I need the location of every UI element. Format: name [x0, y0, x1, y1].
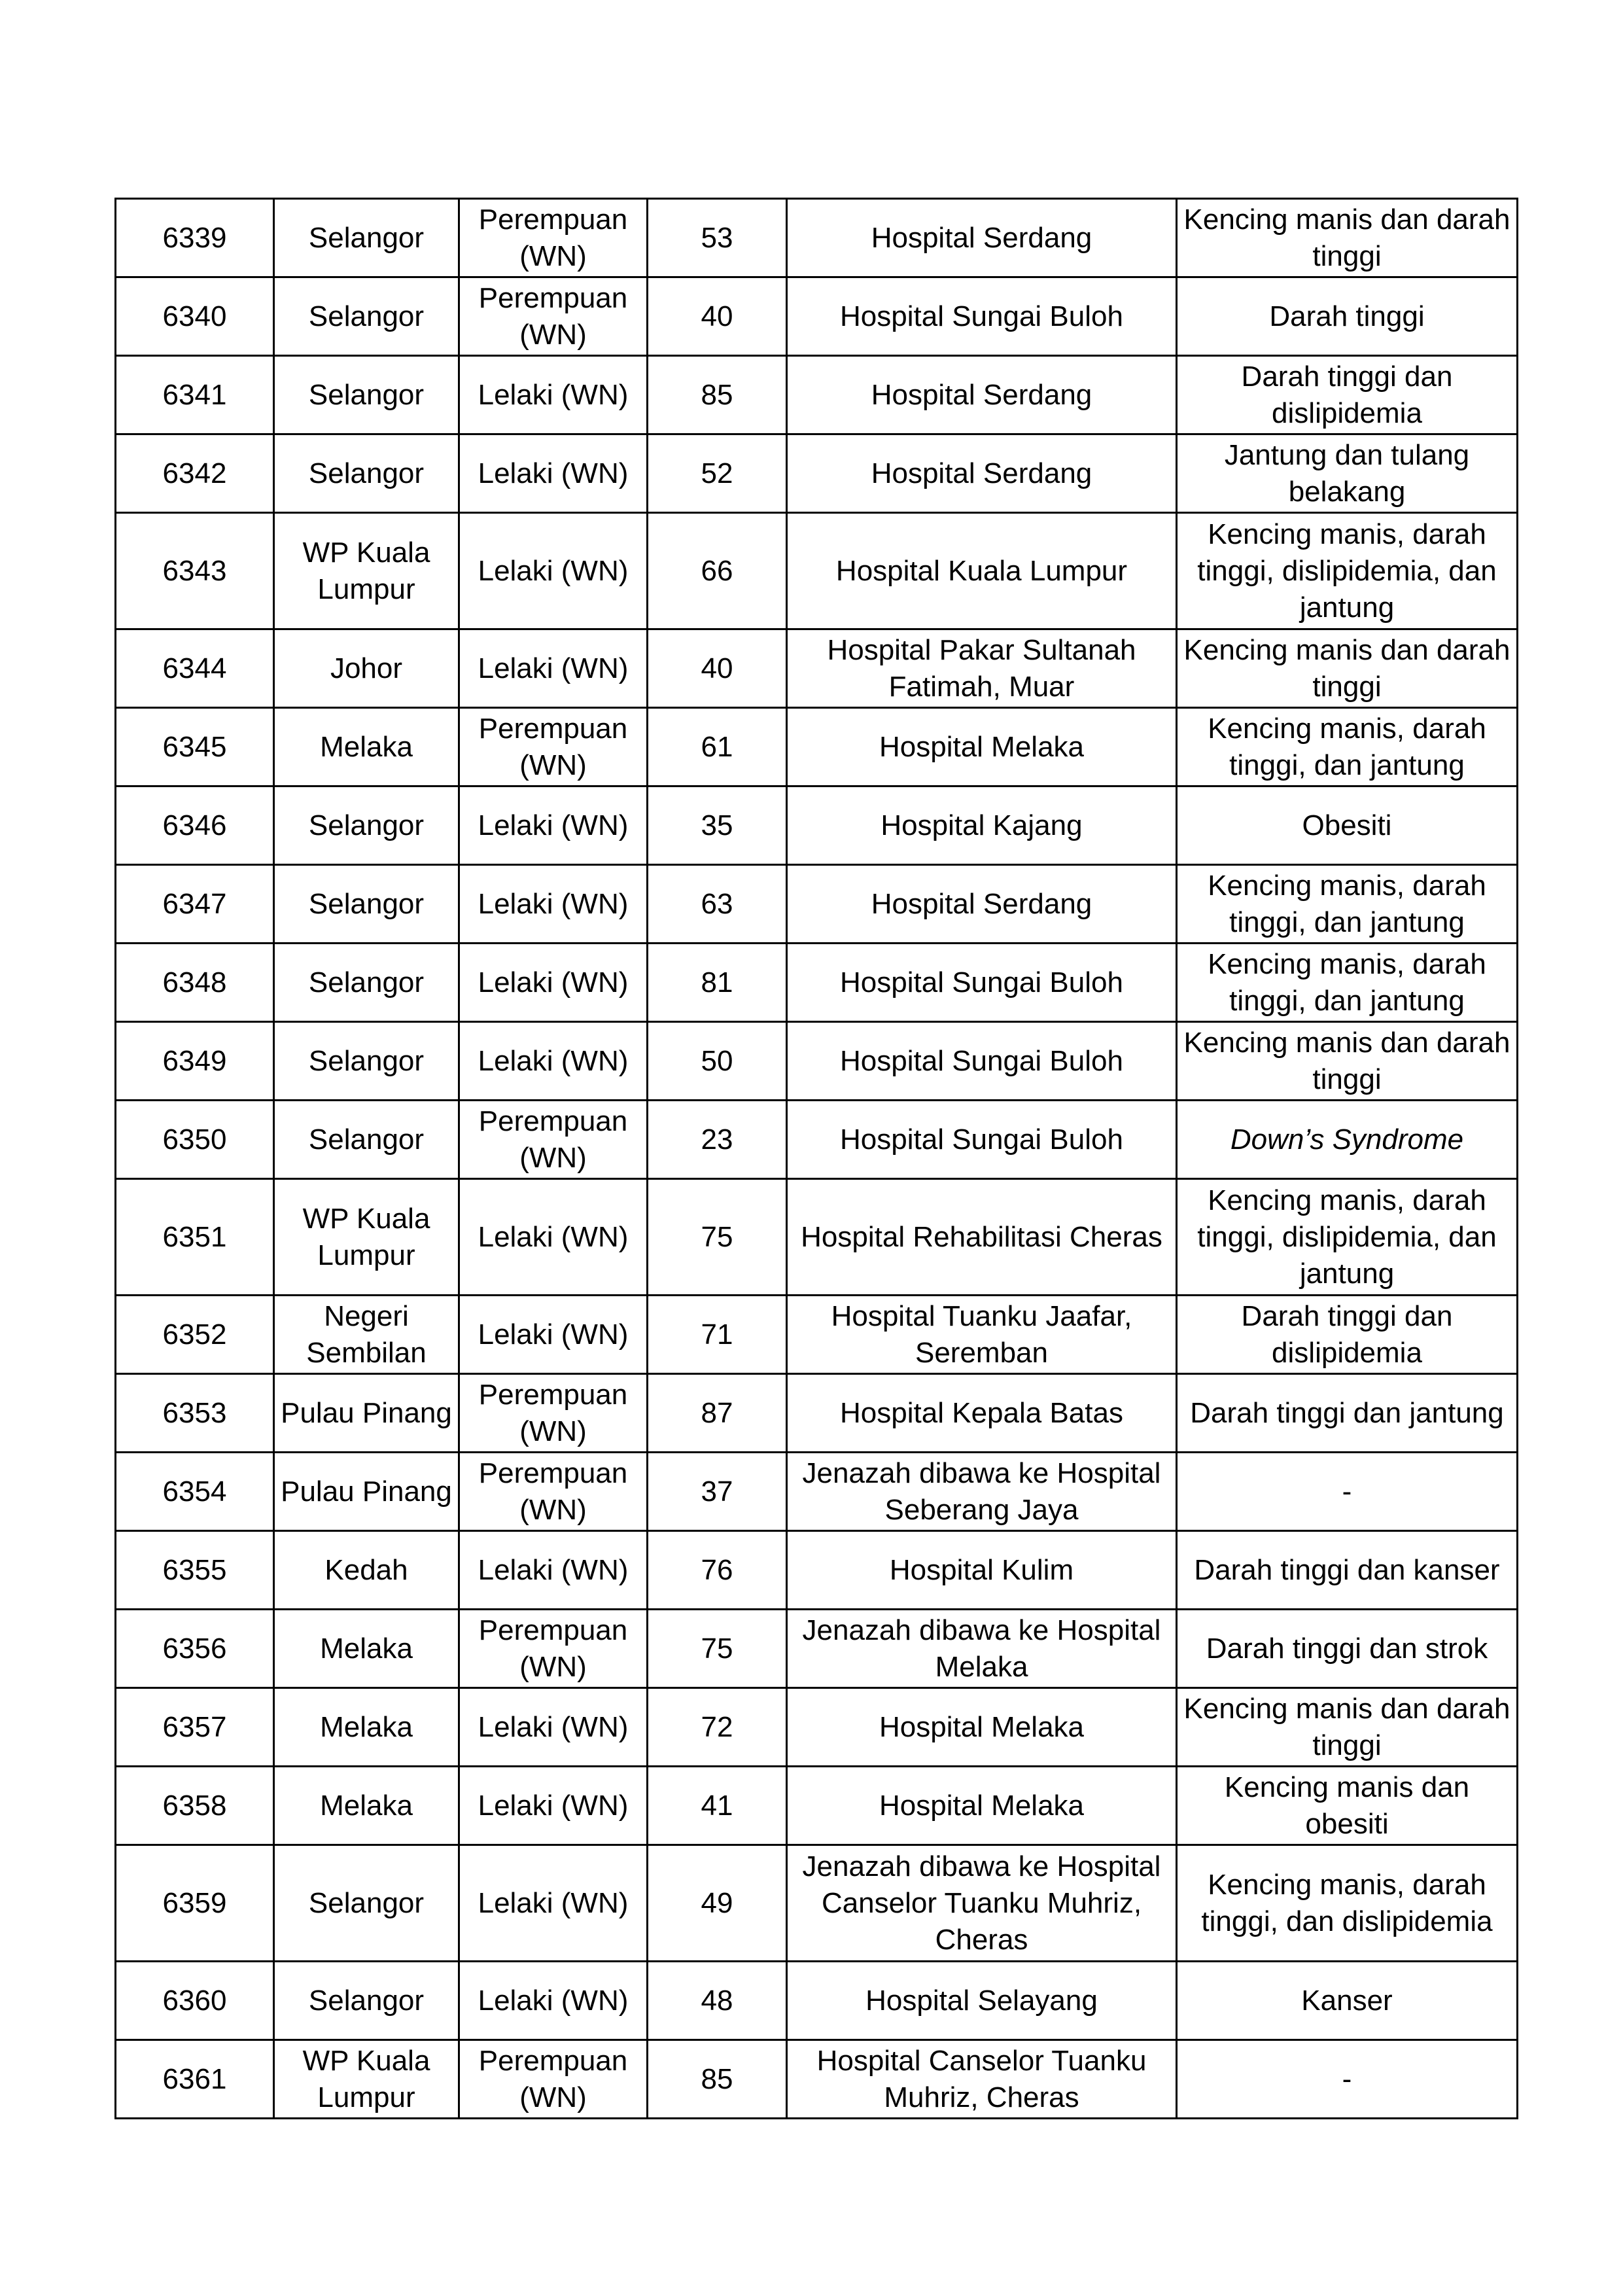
table-row — [116, 1610, 1518, 1688]
gender-cell: Lelaki (WN) — [459, 1531, 648, 1610]
table-row — [116, 277, 1518, 356]
case-number-cell: 6359 — [116, 1845, 274, 1962]
comorbidity-cell: Kencing manis dan darah tinggi — [1177, 1688, 1518, 1767]
state-cell: Kedah — [274, 1531, 459, 1610]
comorbidity-cell: Kencing manis dan obesiti — [1177, 1767, 1518, 1845]
hospital-cell: Hospital Melaka — [787, 1767, 1177, 1845]
state-cell: Selangor — [274, 944, 459, 1022]
state-cell: Selangor — [274, 199, 459, 277]
state-cell: WP Kuala Lumpur — [274, 513, 459, 629]
comorbidity-cell: Darah tinggi dan kanser — [1177, 1531, 1518, 1610]
state-cell: Negeri Sembilan — [274, 1296, 459, 1374]
comorbidity-cell: Kencing manis dan darah tinggi — [1177, 1022, 1518, 1101]
state-cell: WP Kuala Lumpur — [274, 2040, 459, 2119]
gender-cell: Lelaki (WN) — [459, 865, 648, 944]
table-row — [116, 2040, 1518, 2119]
gender-cell: Lelaki (WN) — [459, 1962, 648, 2040]
age-cell: 48 — [648, 1962, 787, 2040]
gender-cell: Lelaki (WN) — [459, 786, 648, 865]
table-row — [116, 199, 1518, 277]
case-number-cell: 6357 — [116, 1688, 274, 1767]
age-cell: 85 — [648, 2040, 787, 2119]
hospital-cell: Hospital Tuanku Jaafar, Seremban — [787, 1296, 1177, 1374]
state-cell: Selangor — [274, 1962, 459, 2040]
state-cell: Pulau Pinang — [274, 1453, 459, 1531]
age-cell: 85 — [648, 356, 787, 434]
case-number-cell: 6350 — [116, 1101, 274, 1179]
hospital-cell: Hospital Sungai Buloh — [787, 277, 1177, 356]
state-cell: Pulau Pinang — [274, 1374, 459, 1453]
gender-cell: Lelaki (WN) — [459, 513, 648, 629]
state-cell: Selangor — [274, 1022, 459, 1101]
age-cell: 75 — [648, 1610, 787, 1688]
hospital-cell: Hospital Serdang — [787, 356, 1177, 434]
hospital-cell: Hospital Sungai Buloh — [787, 1022, 1177, 1101]
hospital-cell: Hospital Sungai Buloh — [787, 944, 1177, 1022]
hospital-cell: Jenazah dibawa ke Hospital Canselor Tuanku Muhriz, Cheras — [787, 1845, 1177, 1962]
case-number-cell: 6343 — [116, 513, 274, 629]
case-number-cell: 6353 — [116, 1374, 274, 1453]
table-row — [116, 1531, 1518, 1610]
hospital-cell: Hospital Canselor Tuanku Muhriz, Cheras — [787, 2040, 1177, 2119]
hospital-cell: Hospital Selayang — [787, 1962, 1177, 2040]
state-cell: Johor — [274, 629, 459, 708]
state-cell: Melaka — [274, 1688, 459, 1767]
case-number-cell: 6347 — [116, 865, 274, 944]
gender-cell: Perempuan (WN) — [459, 708, 648, 786]
age-cell: 81 — [648, 944, 787, 1022]
table-row — [116, 944, 1518, 1022]
comorbidity-cell: Kencing manis, darah tinggi, dislipidemia, dan jantung — [1177, 1179, 1518, 1296]
table-row — [116, 1374, 1518, 1453]
comorbidity-cell: Kencing manis, darah tinggi, dan jantung — [1177, 708, 1518, 786]
case-number-cell: 6349 — [116, 1022, 274, 1101]
gender-cell: Perempuan (WN) — [459, 277, 648, 356]
case-number-cell: 6339 — [116, 199, 274, 277]
table-row — [116, 356, 1518, 434]
state-cell: Melaka — [274, 708, 459, 786]
gender-cell: Perempuan (WN) — [459, 1374, 648, 1453]
hospital-cell: Hospital Serdang — [787, 865, 1177, 944]
case-number-cell: 6351 — [116, 1179, 274, 1296]
comorbidity-cell: Kencing manis, darah tinggi, dan jantung — [1177, 865, 1518, 944]
case-number-cell: 6346 — [116, 786, 274, 865]
gender-cell: Perempuan (WN) — [459, 1610, 648, 1688]
age-cell: 71 — [648, 1296, 787, 1374]
hospital-cell: Hospital Rehabilitasi Cheras — [787, 1179, 1177, 1296]
table-row — [116, 708, 1518, 786]
age-cell: 49 — [648, 1845, 787, 1962]
comorbidity-cell: Darah tinggi — [1177, 277, 1518, 356]
state-cell: Selangor — [274, 1845, 459, 1962]
case-number-cell: 6342 — [116, 434, 274, 513]
hospital-cell: Hospital Pakar Sultanah Fatimah, Muar — [787, 629, 1177, 708]
table-row — [116, 1962, 1518, 2040]
comorbidity-cell: Kencing manis dan darah tinggi — [1177, 629, 1518, 708]
case-number-cell: 6352 — [116, 1296, 274, 1374]
case-number-cell: 6344 — [116, 629, 274, 708]
case-number-cell: 6354 — [116, 1453, 274, 1531]
state-cell: Melaka — [274, 1767, 459, 1845]
case-number-cell: 6340 — [116, 277, 274, 356]
hospital-cell: Hospital Kepala Batas — [787, 1374, 1177, 1453]
death-cases-table — [114, 198, 1518, 2119]
comorbidity-cell: Darah tinggi dan dislipidemia — [1177, 1296, 1518, 1374]
age-cell: 35 — [648, 786, 787, 865]
table-row — [116, 629, 1518, 708]
state-cell: WP Kuala Lumpur — [274, 1179, 459, 1296]
age-cell: 41 — [648, 1767, 787, 1845]
comorbidity-cell: Kanser — [1177, 1962, 1518, 2040]
gender-cell: Lelaki (WN) — [459, 1022, 648, 1101]
table-row — [116, 1022, 1518, 1101]
table-row — [116, 786, 1518, 865]
hospital-cell: Hospital Serdang — [787, 199, 1177, 277]
table-row — [116, 513, 1518, 629]
table-row — [116, 1845, 1518, 1962]
hospital-cell: Jenazah dibawa ke Hospital Seberang Jaya — [787, 1453, 1177, 1531]
case-number-cell: 6360 — [116, 1962, 274, 2040]
comorbidity-cell: Down’s Syndrome — [1177, 1101, 1518, 1179]
case-number-cell: 6356 — [116, 1610, 274, 1688]
case-number-cell: 6358 — [116, 1767, 274, 1845]
age-cell: 53 — [648, 199, 787, 277]
hospital-cell: Hospital Melaka — [787, 1688, 1177, 1767]
comorbidity-cell: Kencing manis, darah tinggi, dan jantung — [1177, 944, 1518, 1022]
gender-cell: Lelaki (WN) — [459, 1179, 648, 1296]
table-row — [116, 1688, 1518, 1767]
gender-cell: Lelaki (WN) — [459, 944, 648, 1022]
comorbidity-cell: Kencing manis dan darah tinggi — [1177, 199, 1518, 277]
comorbidity-cell: Darah tinggi dan jantung — [1177, 1374, 1518, 1453]
hospital-cell: Jenazah dibawa ke Hospital Melaka — [787, 1610, 1177, 1688]
table-body — [116, 199, 1518, 2119]
state-cell: Selangor — [274, 786, 459, 865]
comorbidity-cell: Darah tinggi dan strok — [1177, 1610, 1518, 1688]
case-number-cell: 6355 — [116, 1531, 274, 1610]
state-cell: Selangor — [274, 865, 459, 944]
state-cell: Melaka — [274, 1610, 459, 1688]
state-cell: Selangor — [274, 277, 459, 356]
comorbidity-cell: - — [1177, 1453, 1518, 1531]
comorbidity-cell: Obesiti — [1177, 786, 1518, 865]
gender-cell: Lelaki (WN) — [459, 1767, 648, 1845]
case-number-cell: 6361 — [116, 2040, 274, 2119]
state-cell: Selangor — [274, 1101, 459, 1179]
age-cell: 61 — [648, 708, 787, 786]
age-cell: 52 — [648, 434, 787, 513]
case-number-cell: 6341 — [116, 356, 274, 434]
gender-cell: Lelaki (WN) — [459, 434, 648, 513]
gender-cell: Lelaki (WN) — [459, 1296, 648, 1374]
gender-cell: Perempuan (WN) — [459, 199, 648, 277]
comorbidity-cell: Kencing manis, darah tinggi, dan dislipidemia — [1177, 1845, 1518, 1962]
table-row — [116, 1453, 1518, 1531]
gender-cell: Lelaki (WN) — [459, 1845, 648, 1962]
age-cell: 50 — [648, 1022, 787, 1101]
hospital-cell: Hospital Kuala Lumpur — [787, 513, 1177, 629]
age-cell: 66 — [648, 513, 787, 629]
case-number-cell: 6345 — [116, 708, 274, 786]
age-cell: 87 — [648, 1374, 787, 1453]
hospital-cell: Hospital Melaka — [787, 708, 1177, 786]
table-row — [116, 865, 1518, 944]
table-row — [116, 1767, 1518, 1845]
age-cell: 40 — [648, 277, 787, 356]
gender-cell: Lelaki (WN) — [459, 356, 648, 434]
comorbidity-cell: Jantung dan tulang belakang — [1177, 434, 1518, 513]
age-cell: 37 — [648, 1453, 787, 1531]
age-cell: 63 — [648, 865, 787, 944]
table-row — [116, 1179, 1518, 1296]
hospital-cell: Hospital Sungai Buloh — [787, 1101, 1177, 1179]
age-cell: 76 — [648, 1531, 787, 1610]
gender-cell: Lelaki (WN) — [459, 1688, 648, 1767]
hospital-cell: Hospital Kajang — [787, 786, 1177, 865]
age-cell: 75 — [648, 1179, 787, 1296]
table-row — [116, 1296, 1518, 1374]
case-number-cell: 6348 — [116, 944, 274, 1022]
comorbidity-cell: Kencing manis, darah tinggi, dislipidemia, dan jantung — [1177, 513, 1518, 629]
table-row — [116, 1101, 1518, 1179]
state-cell: Selangor — [274, 434, 459, 513]
state-cell: Selangor — [274, 356, 459, 434]
gender-cell: Lelaki (WN) — [459, 629, 648, 708]
hospital-cell: Hospital Kulim — [787, 1531, 1177, 1610]
age-cell: 72 — [648, 1688, 787, 1767]
age-cell: 23 — [648, 1101, 787, 1179]
gender-cell: Perempuan (WN) — [459, 1453, 648, 1531]
hospital-cell: Hospital Serdang — [787, 434, 1177, 513]
gender-cell: Perempuan (WN) — [459, 1101, 648, 1179]
table-row — [116, 434, 1518, 513]
age-cell: 40 — [648, 629, 787, 708]
comorbidity-cell: Darah tinggi dan dislipidemia — [1177, 356, 1518, 434]
comorbidity-cell: - — [1177, 2040, 1518, 2119]
gender-cell: Perempuan (WN) — [459, 2040, 648, 2119]
